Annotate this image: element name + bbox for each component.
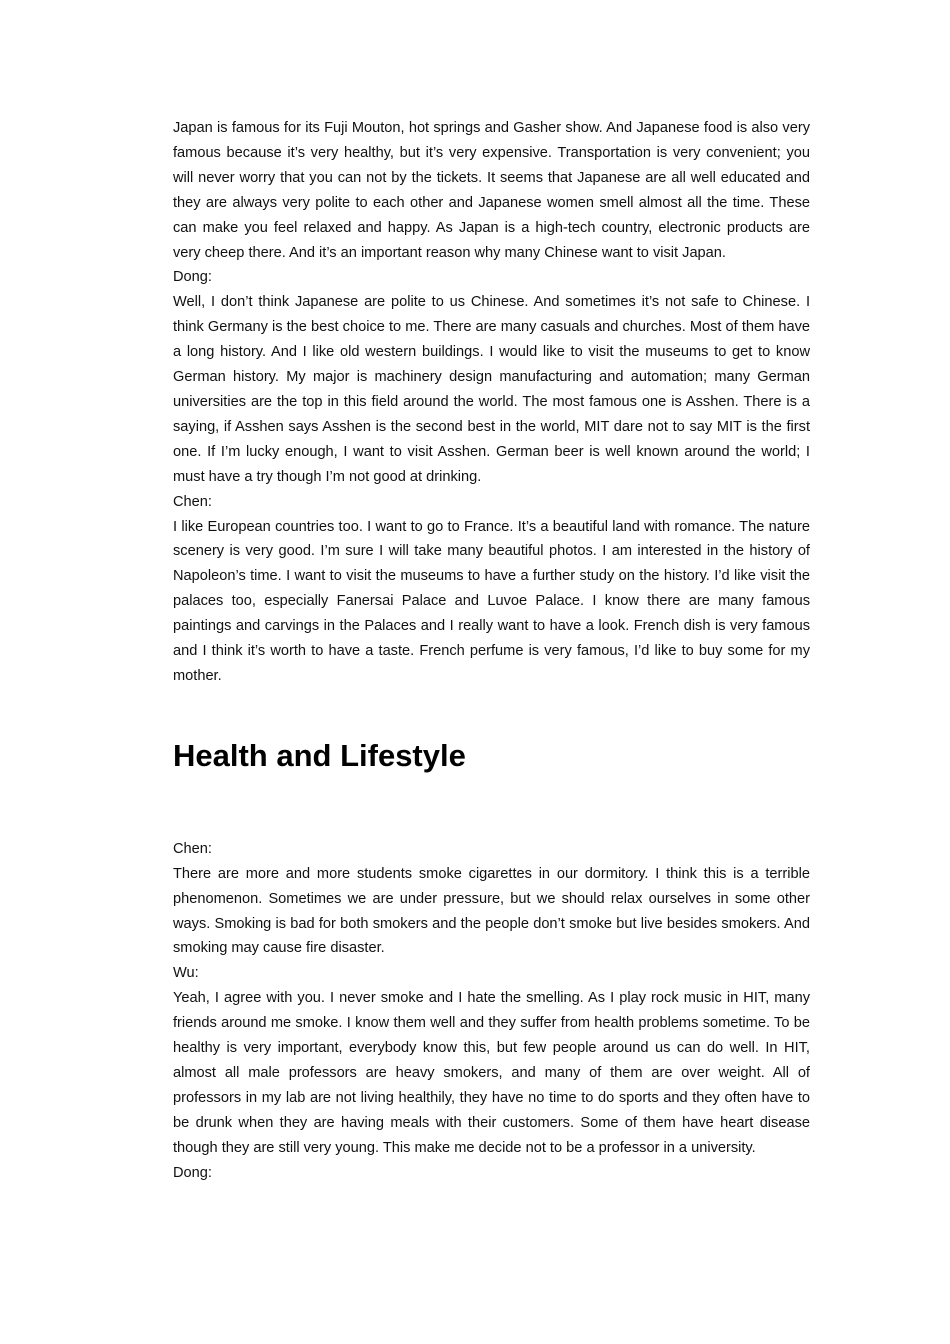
paragraph-japan: Japan is famous for its Fuji Mouton, hot springs and Gasher show. And Japanese food is also very famous because it’s very healthy, but it’s very expensive. Transportation is very convenient; you will never worry that you can not by the tickets. It seems that Japanese are all well educated and they are always very polite to each other and Japanese women smell almost all the time. These can make you feel relaxed and happy. As Japan is a high-tech country, electronic products are very cheep there. And it’s an important reason why many Chinese want to visit Japan. — [173, 120, 810, 261]
speaker-label-dong: Dong: — [173, 1164, 212, 1181]
spacer — [173, 689, 810, 736]
speaker-label-wu: Wu: — [173, 965, 199, 982]
document-page — [173, 116, 810, 1186]
spacer — [173, 776, 810, 837]
paragraph-germany: Well, I don’t think Japanese are polite to us Chinese. And sometimes it’s not safe to Chinese. I think Germany is the best choice to me. There are many casuals and churches. Most of them have a long history. And I like old western buildings. I would like to visit the museums to get to know German history. My major is machinery design manufacturing and automation; many German universities are the top in this field around the world. The most famous one is Asshen. There is a saying, if Asshen says Asshen is the second best in the world, MIT dare not to say MIT is the first one. If I’m lucky enough, I want to visit Asshen. German beer is well known around the world; I must have a try though I’m not good at drinking. — [173, 294, 810, 485]
speaker-label-chen: Chen: — [173, 840, 212, 857]
section-title: Health and Lifestyle — [173, 737, 466, 773]
paragraph-health: Yeah, I agree with you. I never smoke and I hate the smelling. As I play rock music in HIT, many friends around me smoke. I know them well and they suffer from health problems sometime. To be healthy is very important, everybody know this, but few people around us can do well. In HIT, almost all male professors are heavy smokers, and many of them are over weight. All of professors in my lab are not living healthily, they have no time to do sports and they often have to be drunk when they are having meals with their customers. Some of them have heart disease though they are still very young. This make me decide not to be a professor in a university. — [173, 990, 810, 1156]
paragraph-france: I like European countries too. I want to go to France. It’s a beautiful land with romance. The nature scenery is very good. I’m sure I will take many beautiful photos. I am interested in the history of Napoleon’s time. I want to visit the museums to have a further study on the history. I’d like visit the palaces too, especially Fanersai Palace and Luvoe Palace. I know there are many famous paintings and carvings in the Palaces and I really want to have a look. French dish is very famous and I think it’s worth to have a taste. French perfume is very famous, I’d like to buy some for my mother. — [173, 518, 810, 684]
speaker-label-chen: Chen: — [173, 493, 212, 510]
paragraph-smoking: There are more and more students smoke cigarettes in our dormitory. I think this is a terrible phenomenon. Sometimes we are under pressure, but we should relax ourselves in some other ways. Smoking is bad for both smokers and the people don’t smoke but live besides smokers. And smoking may cause fire disaster. — [173, 865, 810, 957]
speaker-label-dong: Dong: — [173, 269, 212, 286]
